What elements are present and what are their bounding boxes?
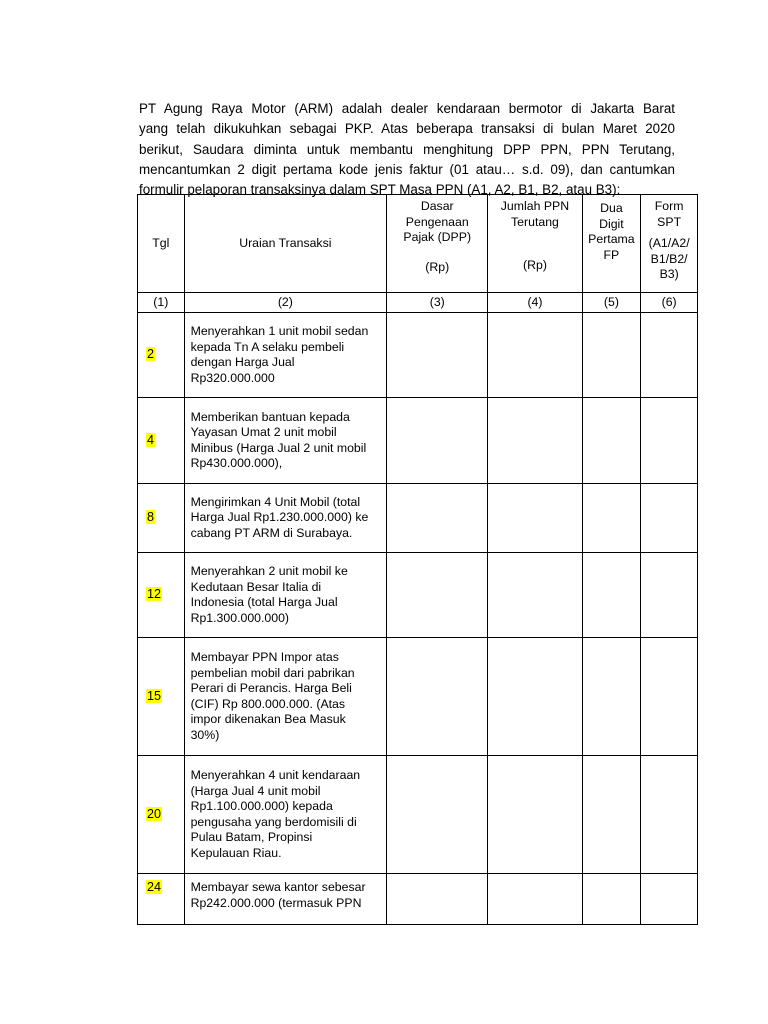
intro-line: PT Agung Raya Motor (ARM) adalah dealer kendaraan bermotor di Jakarta Barat — [139, 101, 675, 116]
header-form-line: Form — [654, 199, 684, 213]
dua-digit-cell — [582, 874, 641, 925]
description-line: Rp1.100.000.000) kepada — [190, 799, 333, 813]
dpp-cell — [387, 553, 488, 638]
table-row — [138, 756, 698, 874]
transaction-table — [137, 194, 698, 925]
description-line: Rp242.000.000 (termasuk PPN — [190, 895, 362, 910]
column-number: (2) — [184, 293, 387, 313]
header-uraian: Uraian Transaksi — [184, 195, 387, 293]
description-line: Perari di Perancis. Harga Beli — [190, 681, 352, 695]
form-spt-cell — [641, 484, 698, 553]
description-line: impor dikenakan Bea Masuk — [190, 712, 346, 726]
description-line: Rp1.300.000.000) — [190, 610, 290, 625]
dpp-cell — [387, 398, 488, 484]
description-line: Kepulauan Riau. — [190, 845, 282, 860]
ppn-cell — [488, 638, 582, 756]
description-line: Minibus (Harga Jual 2 unit mobil — [190, 440, 367, 455]
column-number: (3) — [387, 293, 488, 313]
date-highlight: 2 — [147, 347, 155, 362]
column-number: (6) — [641, 293, 698, 313]
description-line: Membayar sewa kantor sebesar — [190, 880, 366, 894]
ppn-cell — [488, 874, 582, 925]
header-dpp-line: Pengenaan — [405, 214, 469, 229]
description-line: Rp430.000.000), — [190, 456, 283, 470]
ppn-cell — [488, 398, 582, 484]
dua-digit-cell — [582, 756, 641, 874]
header-ppn — [488, 195, 582, 293]
description-cell — [184, 638, 387, 756]
intro-paragraph — [139, 99, 675, 200]
description-line: Harga Jual Rp1.230.000.000) ke — [190, 510, 369, 525]
header-row — [138, 195, 698, 293]
description-line: Memberikan bantuan kepada — [190, 409, 350, 424]
header-dua-digit — [582, 195, 641, 293]
description-line: Mengirimkan 4 Unit Mobil (total — [190, 494, 361, 509]
description-cell — [184, 313, 387, 398]
column-number-row — [138, 293, 698, 313]
description-cell — [184, 756, 387, 874]
header-ppn-line: Jumlah PPN — [500, 199, 570, 213]
description-line: (CIF) Rp 800.000.000. (Atas — [190, 696, 346, 711]
date-cell — [138, 874, 185, 925]
header-tgl: Tgl — [138, 195, 185, 293]
header-dpp-line: Dasar — [420, 199, 454, 213]
header-dua-line: FP — [603, 247, 620, 262]
form-spt-cell — [641, 638, 698, 756]
description-line: pengusaha yang berdomisili di — [190, 814, 357, 829]
description-line: pembelian mobil dari pabrikan — [190, 665, 355, 680]
description-line: Pulau Batam, Propinsi — [190, 830, 313, 844]
dpp-cell — [387, 756, 488, 874]
date-highlight: 12 — [147, 587, 162, 602]
description-line: Kedutaan Besar Italia di — [190, 579, 322, 594]
dpp-cell — [387, 313, 488, 398]
description-line: Menyerahkan 2 unit mobil ke — [190, 564, 348, 578]
header-dua-line: Digit — [599, 216, 624, 231]
ppn-cell — [488, 313, 582, 398]
description-line: kepada Tn A selaku pembeli — [190, 339, 345, 354]
description-cell — [184, 553, 387, 638]
header-ppn-unit: (Rp) — [523, 258, 547, 272]
date-cell — [138, 638, 185, 756]
table-row — [138, 398, 698, 484]
header-form-line: B1/B2/ — [650, 251, 688, 266]
intro-line: berikut, Saudara diminta untuk membantu menghitung DPP PPN, PPN Terutang, — [139, 141, 675, 157]
spacer — [488, 230, 581, 258]
date-highlight: 15 — [147, 688, 162, 703]
description-line: Indonesia (total Harga Jual — [190, 595, 338, 609]
header-form-line: (A1/A2/ — [648, 236, 690, 250]
form-spt-cell — [641, 313, 698, 398]
column-number: (5) — [582, 293, 641, 313]
date-highlight: 4 — [147, 432, 155, 447]
description-line: 30%) — [190, 727, 220, 742]
description-cell — [184, 874, 387, 925]
date-cell — [138, 313, 185, 398]
header-form-spt — [641, 195, 698, 293]
dua-digit-cell — [582, 484, 641, 553]
intro-line: yang telah dikukuhkan sebagai PKP. Atas beberapa transaksi di bulan Maret 2020 — [139, 121, 675, 137]
ppn-cell — [488, 756, 582, 874]
form-spt-cell — [641, 553, 698, 638]
intro-line: formulir pelaporan transaksinya dalam SPT Masa PPN (A1, A2, B1, B2, atau B3): — [139, 182, 621, 198]
dpp-cell — [387, 638, 488, 756]
description-cell — [184, 484, 387, 553]
date-cell — [138, 398, 185, 484]
date-cell — [138, 553, 185, 638]
table-row — [138, 313, 698, 398]
date-highlight: 20 — [147, 806, 162, 821]
dua-digit-cell — [582, 638, 641, 756]
header-form-line: SPT — [657, 214, 682, 229]
description-line: Rp320.000.000 — [190, 370, 275, 385]
header-dpp-line: Pajak (DPP) — [403, 230, 472, 244]
header-dpp — [387, 195, 488, 293]
description-line: Menyerahkan 4 unit kendaraan — [190, 768, 361, 782]
ppn-cell — [488, 484, 582, 553]
dua-digit-cell — [582, 313, 641, 398]
ppn-cell — [488, 553, 582, 638]
date-highlight: 8 — [147, 510, 155, 525]
description-cell — [184, 398, 387, 484]
spacer — [387, 246, 487, 260]
table-row — [138, 484, 698, 553]
form-spt-cell — [641, 874, 698, 925]
dua-digit-cell — [582, 398, 641, 484]
table-row — [138, 553, 698, 638]
description-line: Membayar PPN Impor atas — [190, 650, 339, 664]
description-line: Yayasan Umat 2 unit mobil — [190, 425, 337, 439]
dpp-cell — [387, 874, 488, 925]
header-dua-line: Dua — [600, 201, 623, 215]
date-cell — [138, 484, 185, 553]
column-number: (1) — [138, 293, 185, 313]
date-highlight: 24 — [147, 880, 162, 894]
header-ppn-line: Terutang — [511, 214, 559, 229]
form-spt-cell — [641, 756, 698, 874]
form-spt-cell — [641, 398, 698, 484]
header-dua-line: Pertama — [588, 232, 635, 246]
description-line: cabang PT ARM di Surabaya. — [190, 525, 353, 540]
dpp-cell — [387, 484, 488, 553]
table-row — [138, 874, 698, 925]
description-line: Menyerahkan 1 unit mobil sedan — [190, 324, 369, 338]
table-row — [138, 638, 698, 756]
description-line: (Harga Jual 4 unit mobil — [190, 783, 321, 798]
description-line: dengan Harga Jual — [190, 355, 295, 369]
header-dpp-unit: (Rp) — [425, 259, 450, 274]
intro-line: mencantumkan 2 digit pertama kode jenis faktur (01 atau… s.d. 09), dan cantumkan — [139, 161, 675, 177]
column-number: (4) — [488, 293, 582, 313]
dua-digit-cell — [582, 553, 641, 638]
date-cell — [138, 756, 185, 874]
header-form-line: B3) — [659, 267, 679, 281]
